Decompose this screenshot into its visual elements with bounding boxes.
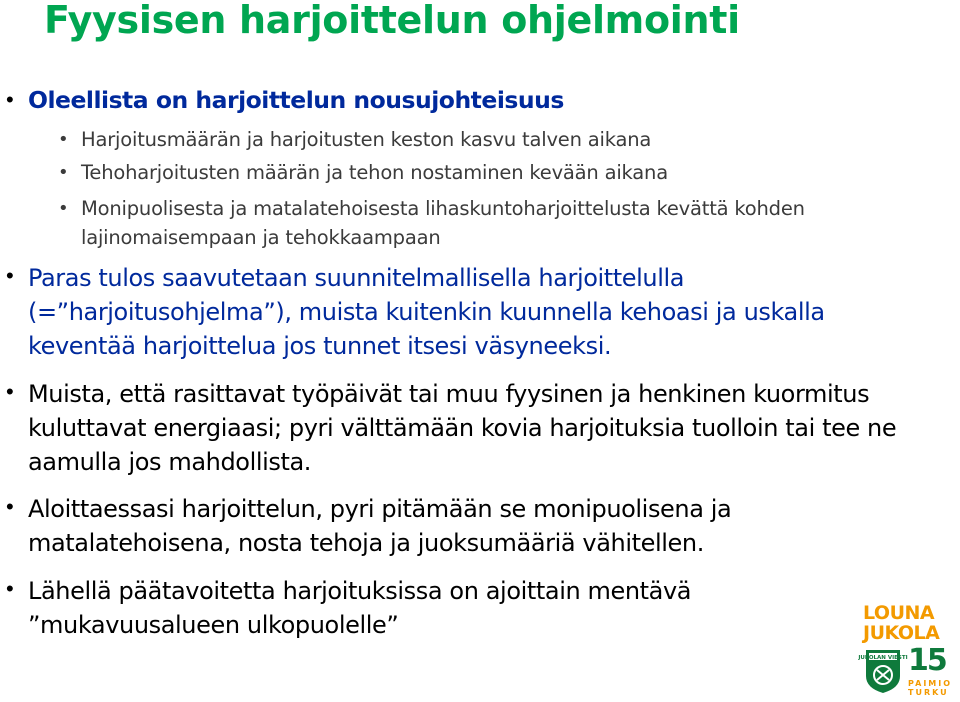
bullet-main-text: Oleellista on harjoittelun nousujohteisuus (28, 86, 564, 114)
bullet-dot: • (6, 494, 14, 519)
logo-shield-icon (858, 648, 908, 694)
bullet-lahella (0, 574, 840, 642)
logo-line-jukola: JUKOLA (863, 622, 940, 644)
bullet-dot: • (6, 576, 14, 601)
sub-bullet-2 (0, 158, 880, 187)
bullet-muista (0, 377, 900, 479)
bullet-dot: • (6, 87, 14, 112)
logo-city: PAIMIO TURKU (908, 679, 953, 697)
sub-bullet-3-text: Monipuolisesta ja matalatehoisesta lihaskuntoharjoittelusta kevättä kohden lajinomaisempaan ja tehokkaampaan (81, 197, 805, 249)
bullet-paras-text: Paras tulos saavutetaan suunnitelmallisella harjoittelulla (=”harjoitusohjelma”), muista kuitenkin kuunnella kehoasi ja uskalla keventää harjoittelua jos tunnet itsesi väsyneeksi. (28, 264, 825, 360)
bullet-dot: • (58, 198, 69, 219)
sub-bullet-1-text: Harjoitusmäärän ja harjoitusten keston kasvu talven aikana (81, 128, 652, 151)
bullet-dot: • (58, 162, 69, 183)
bullet-aloittaessasi (0, 492, 900, 560)
bullet-dot: • (6, 263, 14, 288)
sub-bullet-3 (0, 194, 880, 252)
bullet-main (0, 84, 930, 116)
sub-bullet-1 (0, 125, 880, 154)
logo-line-louna: LOUNA (863, 602, 935, 624)
bullet-muista-text: Muista, että rasittavat työpäivät tai muu fyysinen ja henkinen kuormitus kuluttavat energiaasi; pyri välttämään kovia harjoituksia tuolloin tai tee ne aamulla jos mahdollista. (28, 380, 897, 476)
logo-number: 15 (908, 643, 946, 678)
bullet-dot: • (6, 379, 14, 404)
bullet-lahella-text: Lähellä päätavoitetta harjoituksissa on ajoittain mentävä ”mukavuusalueen ulkopuolelle” (28, 577, 692, 639)
bullet-dot: • (58, 129, 69, 150)
bullet-paras (0, 261, 900, 363)
bullet-aloittaessasi-text: Aloittaessasi harjoittelun, pyri pitämään se monipuolisena ja matalatehoisena, nosta tehoja ja juoksumääriä vähitellen. (28, 495, 732, 557)
logo-shield-text: JUKOLAN VIESTI (858, 655, 908, 661)
louna-jukola-logo (860, 604, 956, 698)
sub-bullet-2-text: Tehoharjoitusten määrän ja tehon nostaminen kevään aikana (81, 161, 668, 184)
slide-title: Fyysisen harjoittelun ohjelmointi (44, 0, 740, 42)
